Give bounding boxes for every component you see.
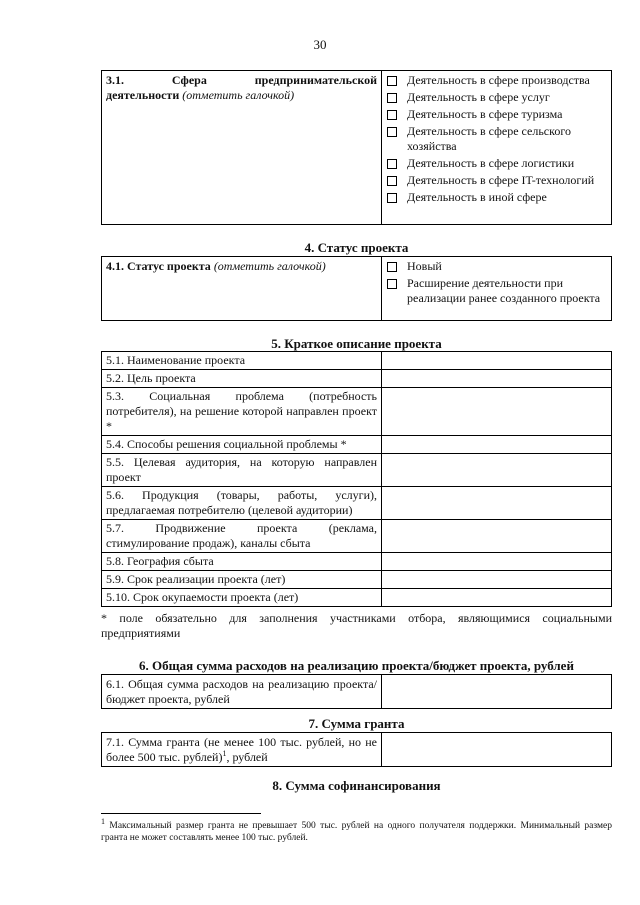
- business-sphere-hint: (отметить галочкой): [182, 88, 295, 102]
- project-status-table: [101, 256, 612, 321]
- row-label: 5.5. Целевая аудитория, на которую направлен проект: [102, 454, 382, 487]
- row-label: 5.2. Цель проекта: [102, 370, 382, 388]
- footnote: [101, 816, 612, 844]
- checkbox-icon[interactable]: [387, 93, 397, 103]
- row-value-field[interactable]: [382, 370, 612, 388]
- row-value-field[interactable]: [382, 553, 612, 571]
- business-sphere-options-cell: [382, 71, 612, 225]
- business-sphere-title-word1: Сфера: [171, 73, 207, 87]
- checkbox-icon[interactable]: [387, 176, 397, 186]
- status-option-label: Новый: [407, 259, 442, 273]
- row-label: 5.8. География сбыта: [102, 553, 382, 571]
- footnote-divider: [101, 813, 261, 814]
- section-5-heading: 5. Краткое описание проекта: [271, 336, 442, 351]
- row-value-field[interactable]: [382, 454, 612, 487]
- section-6-heading: 6. Общая сумма расходов на реализацию проекта/бюджет проекта, рублей: [139, 658, 574, 673]
- section-7-heading: 7. Сумма гранта: [308, 716, 405, 731]
- sphere-option-label: Деятельность в сфере сельского хозяйства: [407, 124, 571, 153]
- checkbox-icon[interactable]: [387, 159, 397, 169]
- row-label: 5.9. Срок реализации проекта (лет): [102, 571, 382, 589]
- section-8-heading: 8. Сумма софинансирования: [272, 778, 441, 793]
- row-value-field[interactable]: [382, 388, 612, 436]
- checkbox-icon[interactable]: [387, 127, 397, 137]
- business-sphere-title-word2: предпринимательской: [254, 73, 377, 87]
- sphere-option-label: Деятельность в сфере производства: [407, 73, 590, 87]
- grant-amount-table: [101, 732, 612, 767]
- sphere-option-label: Деятельность в иной сфере: [407, 190, 547, 204]
- row-value-field[interactable]: [382, 520, 612, 553]
- sphere-option-label: Деятельность в сфере IT-технологий: [407, 173, 595, 187]
- row-label: 6.1. Общая сумма расходов на реализацию проекта/бюджет проекта, рублей: [102, 675, 382, 709]
- row-label: 5.10. Срок окупаемости проекта (лет): [102, 589, 382, 607]
- row-label: 5.6. Продукция (товары, работы, услуги), предлагаемая потребителю (целевой аудитории): [102, 487, 382, 520]
- row-label: 5.7. Продвижение проекта (реклама, стимулирование продаж), каналы сбыта: [102, 520, 382, 553]
- row-value-field[interactable]: [382, 571, 612, 589]
- sphere-option-label: Деятельность в сфере туризма: [407, 107, 563, 121]
- checkbox-icon[interactable]: [387, 193, 397, 203]
- grant-amount-unit: , рублей: [226, 750, 268, 764]
- total-expenses-table: [101, 674, 612, 709]
- grant-amount-label-cell: [102, 733, 382, 767]
- business-sphere-number: 3.1.: [106, 73, 124, 87]
- checkbox-icon[interactable]: [387, 110, 397, 120]
- footnote-ref: 1: [222, 749, 227, 758]
- row-value-field[interactable]: [382, 352, 612, 370]
- grant-amount-label: 7.1. Сумма гранта (не менее 100 тыс. рублей, но не более 500 тыс. рублей): [106, 735, 377, 764]
- sphere-option-agriculture[interactable]: [386, 124, 607, 154]
- row-value-field[interactable]: [382, 487, 612, 520]
- row-value-field[interactable]: [382, 733, 612, 767]
- footnote-mark: 1: [101, 816, 105, 826]
- status-option-expansion[interactable]: [386, 276, 607, 306]
- sphere-option-tourism[interactable]: [386, 107, 607, 122]
- section-4-heading: 4. Статус проекта: [304, 240, 409, 255]
- checkbox-icon[interactable]: [387, 262, 397, 272]
- business-sphere-table: [101, 70, 612, 225]
- project-status-hint: (отметить галочкой): [213, 259, 326, 273]
- sphere-option-production[interactable]: [386, 73, 607, 88]
- mandatory-field-note: * поле обязательно для заполнения участниками отбора, являющимися социальными предприятиями: [101, 611, 612, 640]
- row-label: 5.1. Наименование проекта: [102, 352, 382, 370]
- project-description-table: [101, 351, 612, 607]
- status-option-new[interactable]: [386, 259, 607, 274]
- checkbox-icon[interactable]: [387, 279, 397, 289]
- project-status-label: 4.1. Статус проекта: [106, 259, 211, 273]
- page-number: 30: [313, 37, 327, 52]
- row-value-field[interactable]: [382, 589, 612, 607]
- status-option-label: Расширение деятельности при реализации ранее созданного проекта: [407, 276, 601, 305]
- business-sphere-label-cell: [102, 71, 382, 225]
- row-label: 5.4. Способы решения социальной проблемы *: [102, 436, 382, 454]
- checkbox-icon[interactable]: [387, 76, 397, 86]
- row-label: 5.3. Социальная проблема (потребность потребителя), на решение которой направлен проект *: [102, 388, 382, 436]
- sphere-option-label: Деятельность в сфере логистики: [407, 156, 575, 170]
- project-status-label-cell: [102, 257, 382, 321]
- row-value-field[interactable]: [382, 675, 612, 709]
- sphere-option-services[interactable]: [386, 90, 607, 105]
- business-sphere-title-word3: деятельности: [106, 88, 180, 102]
- row-value-field[interactable]: [382, 436, 612, 454]
- sphere-option-it[interactable]: [386, 173, 607, 188]
- sphere-option-logistics[interactable]: [386, 156, 607, 171]
- sphere-option-other[interactable]: [386, 190, 607, 205]
- footnote-text: Максимальный размер гранта не превышает 500 тыс. рублей на одного получателя поддержки. Минимальный размер гранта не может составлять менее 100 тыс. рублей.: [101, 821, 612, 843]
- sphere-option-label: Деятельность в сфере услуг: [407, 90, 550, 104]
- project-status-options-cell: [382, 257, 612, 321]
